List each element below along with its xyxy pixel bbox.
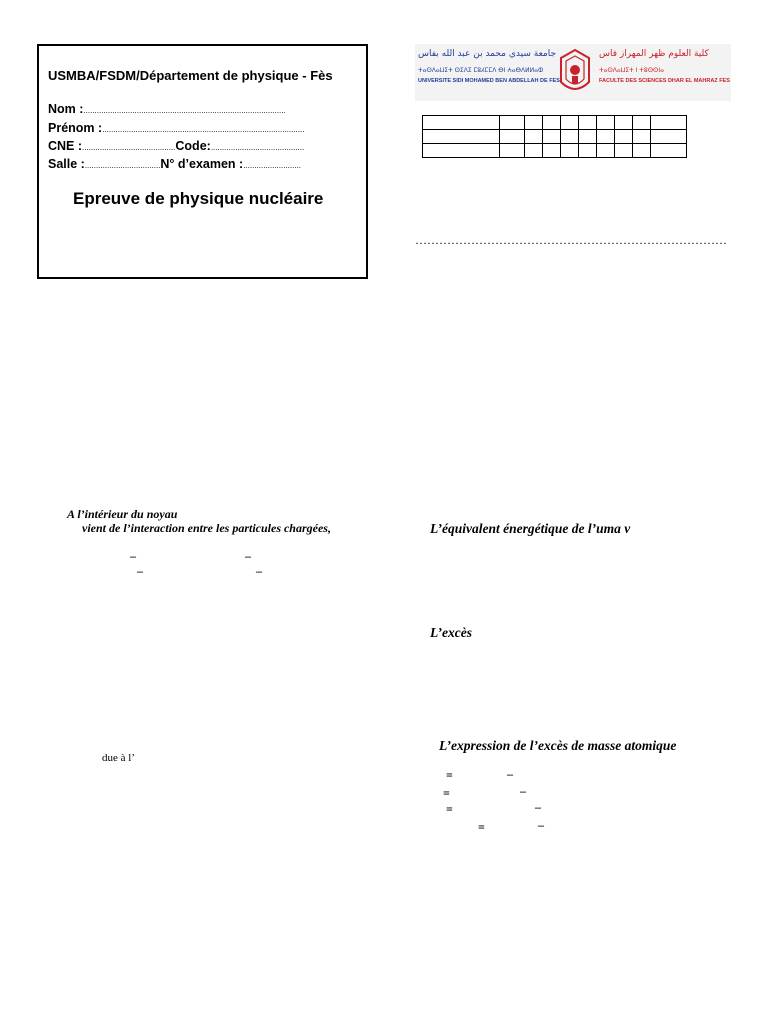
university-emblem-icon [555, 48, 595, 98]
table-row [423, 130, 687, 144]
prenom-field[interactable]: Prénom :........................................................................................... [48, 121, 305, 135]
right-exces-heading: L’excès [430, 625, 472, 640]
table-row [423, 144, 687, 158]
logo-arabic-university: جامعة سيدي محمد بن عبد الله بفاس [418, 49, 557, 59]
eq-minus-2: – [520, 784, 526, 798]
logo-french-faculty: FACULTE DES SCIENCES DHAR EL MAHRAZ FES [599, 78, 730, 84]
eq-minus-1: – [507, 767, 513, 781]
header-box [37, 44, 368, 279]
right-equivalent-heading: L’équivalent énergétique de l’uma v [430, 521, 631, 536]
logo-french-university: UNIVERSITE SIDI MOHAMED BEN ABDELLAH DE FES [418, 78, 560, 84]
eq-sign-2: = [443, 786, 450, 800]
exam-title: Epreuve de physique nucléaire [73, 189, 324, 208]
header-title: USMBA/FSDM/Département de physique - Fès [48, 68, 333, 83]
code-label: Code: [175, 139, 211, 153]
prenom-label: Prénom : [48, 121, 103, 135]
cne-code-field[interactable]: CNE :..........................................Code:.......................................... [48, 139, 305, 153]
nom-field[interactable]: Nom :........................................................................................... [48, 102, 286, 116]
nom-label: Nom : [48, 102, 84, 116]
left-minus-1: – [130, 549, 136, 563]
eq-sign-4: = [478, 820, 485, 834]
logo-tifinagh-university: ⵜⴰⵙⴷⴰⵡⵉⵜ ⵙⵉⴷⵉ ⵎⵓⵃⵎⵎⴷ ⴱⵏ ⵄⴰⴱⴷⵍⵍⴰⵀ [418, 67, 544, 74]
right-expression-heading: L’expression de l’excès de masse atomique [439, 738, 677, 753]
left-line-1: A l’intérieur du noyau [67, 507, 178, 521]
eq-minus-4: – [538, 818, 544, 832]
cne-label: CNE : [48, 139, 83, 153]
table-row [423, 116, 687, 130]
examen-label: N° d’examen : [160, 157, 244, 171]
university-logo [415, 44, 731, 101]
grading-table [422, 115, 687, 158]
logo-tifinagh-faculty: ⵜⴰⵙⴷⴰⵡⵉⵜ ⵏ ⵜⵓⵙⵙⵏⴰ [599, 67, 664, 74]
left-line-2: vient de l’interaction entre les particules chargées, [82, 521, 331, 535]
logo-arabic-faculty: كلية العلوم ظهر المهراز فاس [599, 49, 709, 59]
left-due-text: due à l’ [102, 752, 135, 764]
salle-label: Salle : [48, 157, 85, 171]
left-minus-3: – [137, 564, 143, 578]
eq-sign-1: = [446, 768, 453, 782]
eq-minus-3: – [535, 800, 541, 814]
answer-dotted-line[interactable]: …………………………………………………………………… [415, 233, 727, 247]
left-minus-4: – [256, 564, 262, 578]
eq-sign-3: = [446, 802, 453, 816]
left-minus-2: – [245, 549, 251, 563]
salle-examen-field[interactable]: Salle :..................................N° d’examen :.......................... [48, 157, 302, 171]
